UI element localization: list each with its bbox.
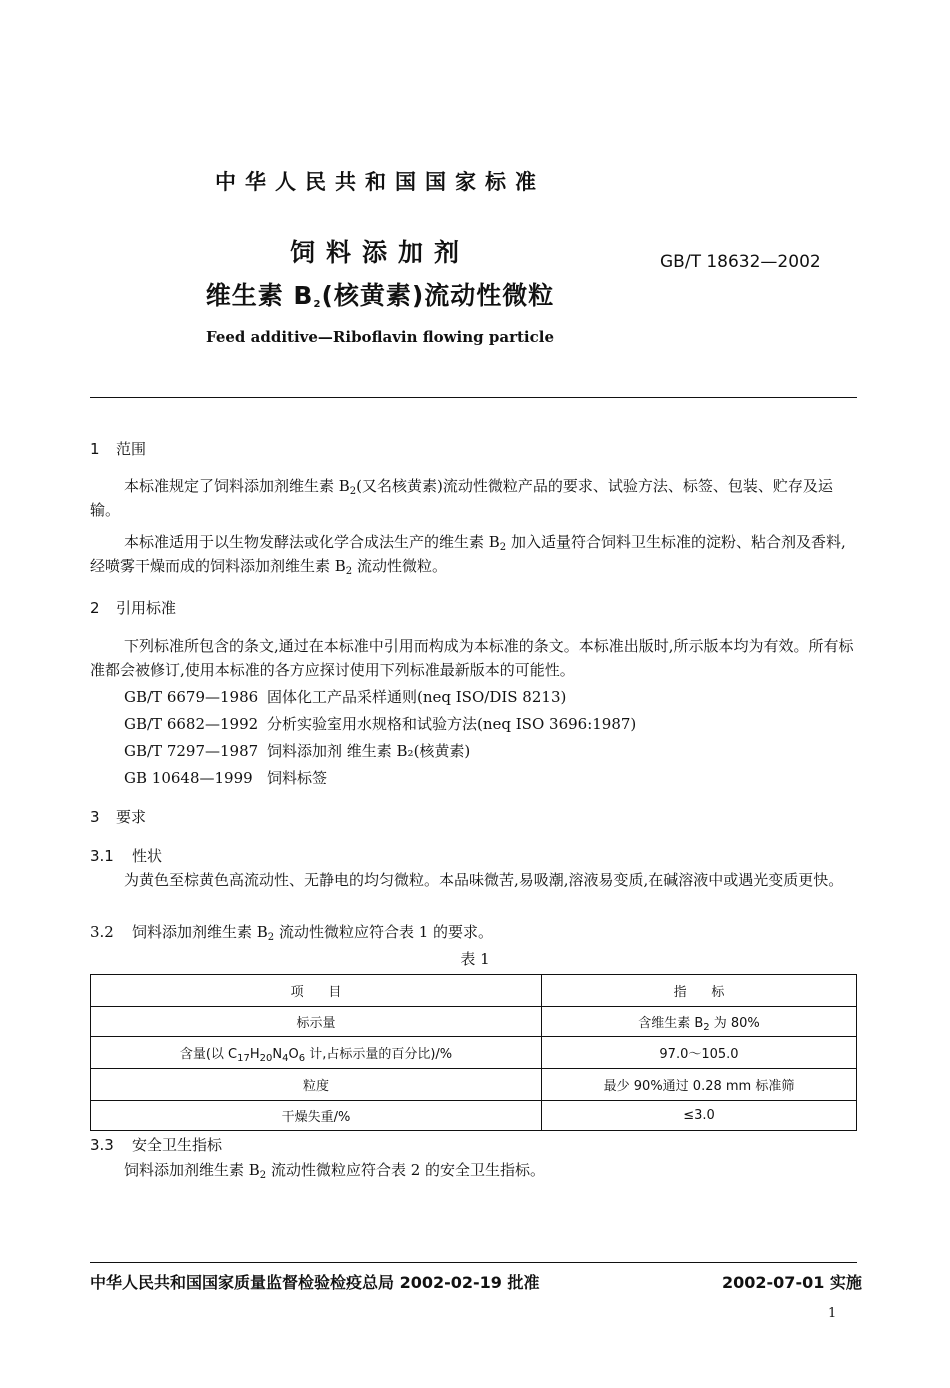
table-row <box>91 1007 857 1037</box>
issuing-authority: 中华人民共和国国家质量监督检验检疫总局 2002-02-19 批准 <box>90 1273 540 1292</box>
document-title-line2: 维生素 $B_2$(核黄素)流动性微粒 <box>205 281 555 310</box>
table-cell-value: 最少 90%通过 0.28 mm 标准筛 <box>542 1069 857 1101</box>
table-header-row <box>91 975 857 1007</box>
reference-item: GB/T 6679—1986 固体化工产品采样通则(neq ISO/DIS 8213) <box>124 688 567 706</box>
section-3-2-text: 3.2 饲料添加剂维生素 $B_2$ 流动性微粒应符合表 1 的要求。 <box>90 923 494 943</box>
section-1-paragraph-1: 本标准规定了饲料添加剂维生素 $B_2$(又名核黄素)流动性微粒产品的要求、试验方法、标签、包装、贮存及运输。 <box>90 477 833 519</box>
table-row <box>91 1069 857 1101</box>
section-3-3-heading: 3.3 安全卫生指标 <box>90 1136 223 1154</box>
table-cell-item: 含量(以 $C_{17}H_{20}N_4O_6$ 计,占标示量的百分比)/% <box>91 1037 542 1069</box>
table-row <box>91 1101 857 1131</box>
page-number: 1 <box>828 1306 837 1321</box>
document-title-line1: 饲料添加剂 <box>289 238 470 267</box>
requirements-table <box>90 974 857 1131</box>
table-header-item: 项 目 <box>91 975 542 1007</box>
section-3-3-text: 饲料添加剂维生素 $B_2$ 流动性微粒应符合表 2 的安全卫生指标。 <box>124 1161 546 1181</box>
footer-divider <box>90 1262 857 1263</box>
section-3-1-heading: 3.1 性状 <box>90 847 163 865</box>
table-1-caption: 表 1 <box>460 950 490 968</box>
reference-item: GB/T 7297—1987 饲料添加剂 维生素 B₂(核黄素) <box>124 742 471 760</box>
effective-date: 2002-07-01 实施 <box>722 1273 862 1292</box>
section-3-heading: 3 要求 <box>90 808 147 826</box>
table-cell-item: 粒度 <box>91 1069 542 1101</box>
section-3-1-text: 为黄色至棕黄色高流动性、无静电的均匀微粒。本品味微苦,易吸潮,溶液易变质,在碱溶液中或遇光变质更快。 <box>124 871 844 889</box>
table-cell-value: 含维生素 $B_2$ 为 80% <box>542 1007 857 1037</box>
table-cell-value: ≤3.0 <box>542 1101 857 1131</box>
reference-item: GB 10648—1999 饲料标签 <box>124 769 328 787</box>
section-2-heading: 2 引用标准 <box>90 599 177 617</box>
table-cell-item: 干燥失重/% <box>91 1101 542 1131</box>
english-title: Feed additive—Riboflavin flowing particle <box>206 328 554 346</box>
section-1-heading: 1 范围 <box>90 440 147 458</box>
table-cell-value: 97.0～105.0 <box>542 1037 857 1069</box>
national-standard-heading: 中华人民共和国国家标准 <box>215 170 545 194</box>
reference-item: GB/T 6682—1992 分析实验室用水规格和试验方法(neq ISO 3696:1987) <box>124 715 637 733</box>
section-2-intro: 下列标准所包含的条文,通过在本标准中引用而构成为本标准的条文。本标准出版时,所示版本均为有效。所有标准都会被修订,使用本标准的各方应探讨使用下列标准最新版本的可能性。 <box>90 637 854 679</box>
table-header-value: 指 标 <box>542 975 857 1007</box>
table-cell-item: 标示量 <box>91 1007 542 1037</box>
section-1-paragraph-2: 本标准适用于以生物发酵法或化学合成法生产的维生素 $B_2$ 加入适量符合饲料卫生标准的淀粉、粘合剂及香料,经喷雾干燥而成的饲料添加剂维生素 $B_2$ 流动性微粒。 <box>90 533 846 577</box>
standard-number: GB/T 18632—2002 <box>660 252 821 272</box>
table-row <box>91 1037 857 1069</box>
header-divider <box>90 397 857 398</box>
